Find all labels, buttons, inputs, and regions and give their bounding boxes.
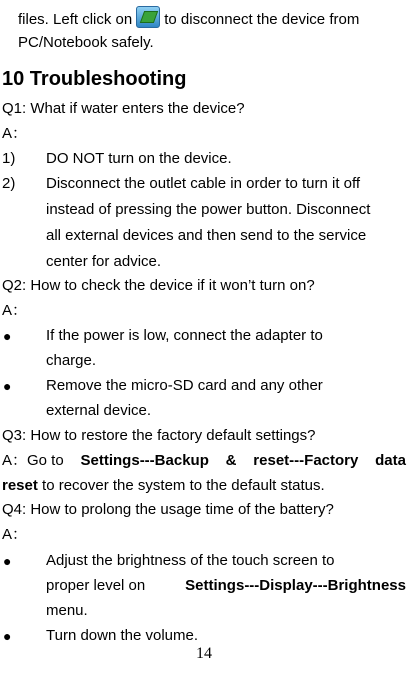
intro-line-1 bbox=[18, 6, 359, 30]
q1-item-text: all external devices and then send to the service bbox=[46, 227, 367, 244]
bullet-icon: ● bbox=[3, 378, 12, 394]
bullet-icon: ● bbox=[3, 628, 12, 644]
q1-item-number: 1) bbox=[2, 150, 16, 167]
q2-item-text: Remove the micro-SD card and any other bbox=[46, 377, 323, 394]
page-number: 14 bbox=[196, 645, 212, 662]
q1-item-text: Disconnect the outlet cable in order to turn it off bbox=[46, 175, 361, 192]
q3-question: Q3: How to restore the factory default settings? bbox=[2, 427, 316, 444]
q4-answer-label: A： bbox=[2, 526, 28, 543]
intro-line-2: PC/Notebook safely. bbox=[18, 34, 154, 51]
q1-item-text: instead of pressing the power button. Disconnect bbox=[46, 201, 371, 218]
intro-text: to disconnect the device from bbox=[164, 11, 360, 28]
q1-answer-label: A： bbox=[2, 125, 28, 142]
q2-question: Q2: How to check the device if it won’t turn on? bbox=[2, 277, 315, 294]
intro-text: files. Left click on bbox=[18, 11, 133, 28]
q4-question: Q4: How to prolong the usage time of the battery? bbox=[2, 501, 334, 518]
q1-item-text: DO NOT turn on the device. bbox=[46, 150, 232, 167]
q4-item-text: Turn down the volume. bbox=[46, 627, 199, 644]
q4-item-text: menu. bbox=[46, 602, 88, 619]
q2-item-text: external device. bbox=[46, 402, 152, 419]
q4-item-text: proper level on Settings---Display---Brightness bbox=[46, 577, 406, 594]
q4-item-text: Adjust the brightness of the touch screen to bbox=[46, 552, 335, 569]
q2-item-text: If the power is low, connect the adapter to bbox=[46, 327, 323, 344]
q3-answer-cont: reset to recover the system to the default status. bbox=[2, 477, 325, 494]
safely-remove-hardware-icon bbox=[136, 6, 160, 28]
section-title: 10 Troubleshooting bbox=[2, 68, 187, 90]
q1-item-text: center for advice. bbox=[46, 253, 162, 270]
q2-item-text: charge. bbox=[46, 352, 97, 369]
q2-answer-label: A： bbox=[2, 302, 28, 319]
q3-answer: A：Go to Settings---Backup & reset---Factory data bbox=[2, 452, 406, 469]
bullet-icon: ● bbox=[3, 328, 12, 344]
bullet-icon: ● bbox=[3, 553, 12, 569]
q1-question: Q1: What if water enters the device? bbox=[2, 100, 245, 117]
q1-item-number: 2) bbox=[2, 175, 16, 192]
